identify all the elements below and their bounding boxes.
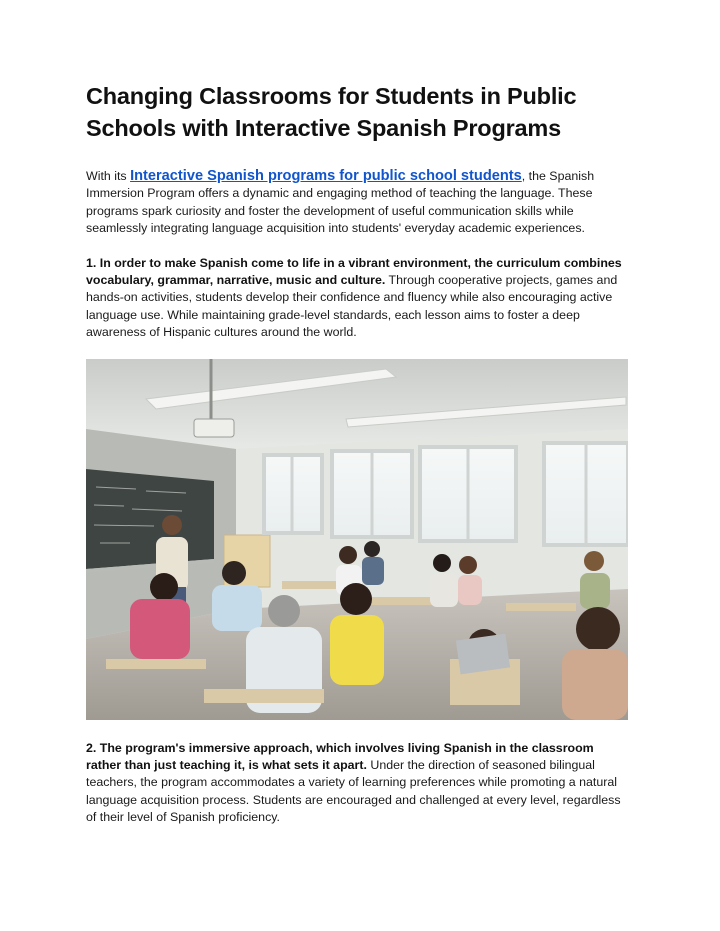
point-2-paragraph [86,740,631,827]
point-1-paragraph [86,255,631,342]
classroom-photo [86,359,628,720]
point-2-body: Under the direction of seasoned bilingual teachers, the program accommodates a variety of learning preferences while promoting a natural language acquisition process. Students are encouraged and challenged at every level, regardless of their level of Spanish proficiency. [86,758,621,825]
point-2-heading: 2. The program's immersive approach, which involves living Spanish in the classroom rather than just teaching it, is what sets it apart. [86,740,594,773]
article [86,80,631,827]
point-1-body: Through cooperative projects, games and hands-on activities, students develop their confidence and fluency while also encouraging active language use. While maintaining grade-level standards, each lesson aims to foster a deep awareness of Hispanic cultures around the world. [86,273,618,340]
intro-paragraph [86,168,631,238]
point-1-heading: 1. In order to make Spanish come to life in a vibrant environment, the curriculum combines vocabulary, grammar, narrative, music and culture. [86,255,622,288]
intro-body-text: , the Spanish Immersion Program offers a dynamic and engaging method of teaching the language. These programs spark curiosity and foster the development of useful communication skills while seamlessly integrating language acquisition into students' everyday academic experiences. [86,169,595,236]
article-title: Changing Classrooms for Students in Public Schools with Interactive Spanish Programs [86,83,577,141]
interactive-spanish-programs-link[interactable]: Interactive Spanish programs for public school students [130,168,522,184]
intro-lead-text: With its [86,169,131,183]
